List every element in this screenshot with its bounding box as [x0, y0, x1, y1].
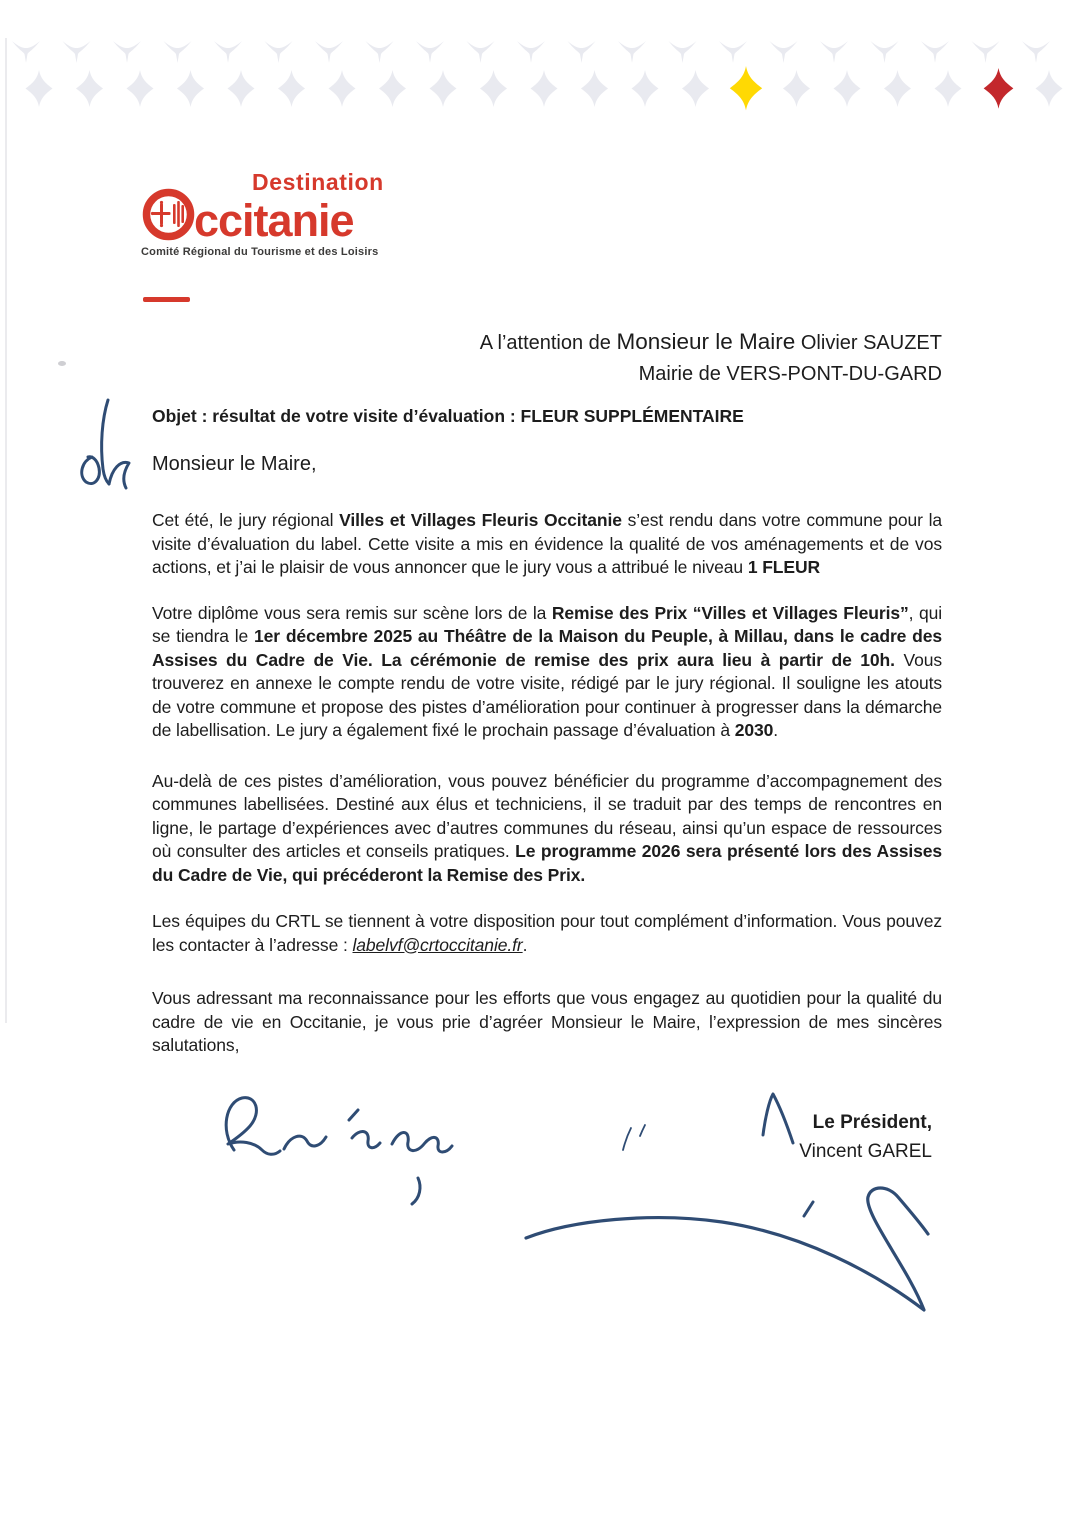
text-run: Villes et Villages Fleuris Occitanie: [339, 510, 622, 530]
recipient-line-2: Mairie de VERS-PONT-DU-GARD: [638, 363, 942, 385]
text-run: , qui se tiendra le: [152, 602, 943, 646]
red-diamond-icon: [984, 68, 1014, 109]
diamond-spark-icon: [379, 70, 406, 107]
letter-body: [152, 509, 942, 1058]
arrow-spark-icon: [921, 41, 949, 63]
arrow-spark-icon: [12, 41, 40, 63]
arrow-spark-icon: [214, 41, 242, 63]
scan-edge-artifact: [5, 38, 7, 1023]
diamond-spark-icon: [228, 70, 255, 107]
yellow-diamond-icon: [730, 66, 762, 110]
signoff-block: [640, 1108, 932, 1166]
diamond-spark-icon: [935, 70, 962, 107]
arrow-spark-icon: [820, 41, 848, 63]
text-run: 1er décembre 2025 au Théâtre de la Maison du Peuple, à Millau, dans le cadre des Assises du Cadre de Vie. La cérémonie de remise des prix aura lieu à partir de 10h.: [152, 626, 942, 670]
recipient-line-1: [360, 329, 942, 358]
arrow-spark-icon: [63, 41, 91, 63]
logo-red-dash: [143, 297, 190, 302]
text-run: Monsieur le Maire: [616, 329, 796, 354]
diamond-spark-icon: [127, 70, 154, 107]
diamond-spark-icon: [329, 70, 356, 107]
paragraph-4: [152, 910, 942, 957]
decorative-diamond-border: [0, 0, 1080, 120]
handwritten-initials: [74, 397, 136, 492]
logo-destination-text: Destination: [252, 169, 384, 195]
diamond-spark-icon: [834, 70, 861, 107]
text-run: Vous trouverez en annexe le compte rendu de votre visite, rédigé par le jury régional. Il souligne les atouts de votre commune et propose des pistes d’amélioration pour continuer à progresser dans la démarche de labellisation. Le jury a également fixé le prochain passage d’évaluation à: [152, 649, 942, 740]
arrow-spark-icon: [618, 41, 646, 63]
diamond-spark-icon: [783, 70, 810, 107]
arrow-spark-icon: [517, 41, 545, 63]
text-run: Au-delà de ces pistes d’amélioration, vous pouvez bénéficier du programme d’accompagnement des communes labellisées. Destiné aux élus et techniciens, il se traduit par des temps de rencontres en ligne, le partage d’expériences avec d’autres communes du réseau, ainsi qu’un espace de ressources où consulter des articles et conseils pratiques.: [152, 770, 942, 861]
diamond-spark-icon: [531, 70, 558, 107]
text-run: s’est rendu dans votre commune pour la visite d’évaluation du label. Cette visite a mis en évidence la qualité de vos aménagements et de vos actions, et j’ai le plaisir de vous annoncer que le jury vous a attribué le niveau: [152, 510, 942, 577]
arrow-spark-icon: [113, 41, 141, 63]
arrow-spark-icon: [366, 41, 394, 63]
text-run: Remise des Prix “Villes et Villages Fleuris”: [551, 602, 909, 623]
arrow-spark-icon: [568, 41, 596, 63]
paragraph-5: [152, 987, 942, 1058]
diamond-spark-icon: [177, 70, 204, 107]
diamond-spark-icon: [682, 70, 709, 107]
logo-occitanie-text: ccitanie: [194, 195, 354, 246]
arrow-spark-icon: [265, 41, 293, 63]
text-run: .: [773, 720, 779, 740]
arrow-spark-icon: [164, 41, 192, 63]
arrow-spark-icon: [770, 41, 798, 63]
arrow-spark-icon: [1022, 41, 1050, 63]
diamond-spark-icon: [1036, 70, 1063, 107]
handwritten-note: [212, 1086, 464, 1218]
diamond-spark-icon: [278, 70, 305, 107]
diamond-spark-icon: [430, 70, 457, 107]
paragraph-2: [152, 602, 942, 743]
arrow-spark-icon: [669, 41, 697, 63]
text-run: Vous adressant ma reconnaissance pour les efforts que vous engagez au quotidien pour la qualité du cadre de vie en Occitanie, je vous prie d’agréer Monsieur le Maire, l’expression de mes sincères salutations,: [152, 988, 942, 1055]
text-run: Les équipes du CRTL se tiennent à votre disposition pour tout complément d’information. Vous pouvez les contacter à l’adresse :: [152, 911, 942, 955]
arrow-spark-icon: [871, 41, 899, 63]
text-run: labelvf@crtoccitanie.fr: [352, 934, 523, 955]
president-name: Vincent GAREL: [799, 1141, 932, 1162]
arrow-spark-icon: [719, 41, 747, 63]
text-run: Votre diplôme vous sera remis sur scène lors de la: [152, 602, 552, 623]
diamond-spark-icon: [632, 70, 659, 107]
paragraph-3: [152, 770, 942, 888]
text-run: .: [522, 934, 528, 955]
recipient-block: [360, 329, 942, 387]
subject-line: Objet : résultat de votre visite d’évaluation : FLEUR SUPPLÉMENTAIRE: [152, 406, 744, 426]
arrow-spark-icon: [972, 41, 1000, 63]
diamond-spark-icon: [480, 70, 507, 107]
text-run: Le programme 2026 sera présenté lors des Assises du Cadre de Vie, qui précéderont la Remise des Prix.: [152, 841, 942, 885]
text-run: Olivier SAUZET: [795, 332, 942, 354]
text-run: Cet été, le jury régional: [152, 510, 340, 530]
diamond-spark-icon: [26, 70, 53, 107]
diamond-spark-icon: [581, 70, 608, 107]
diamond-spark-icon: [884, 70, 911, 107]
scan-dot-artifact: [58, 361, 66, 366]
arrow-spark-icon: [467, 41, 495, 63]
occitan-cross-icon: [142, 188, 195, 241]
president-title: Le Président,: [812, 1112, 932, 1133]
signature: [512, 1182, 942, 1322]
arrow-spark-icon: [416, 41, 444, 63]
text-run: A l’attention de: [479, 332, 617, 354]
logo-caption: Comité Régional du Tourisme et des Loisirs: [141, 246, 379, 258]
arrow-spark-icon: [315, 41, 343, 63]
paragraph-1: [152, 509, 942, 580]
diamond-spark-icon: [76, 70, 103, 107]
text-run: 1 FLEUR: [747, 557, 821, 577]
greeting: Monsieur le Maire,: [152, 453, 317, 475]
text-run: 2030: [734, 720, 774, 740]
